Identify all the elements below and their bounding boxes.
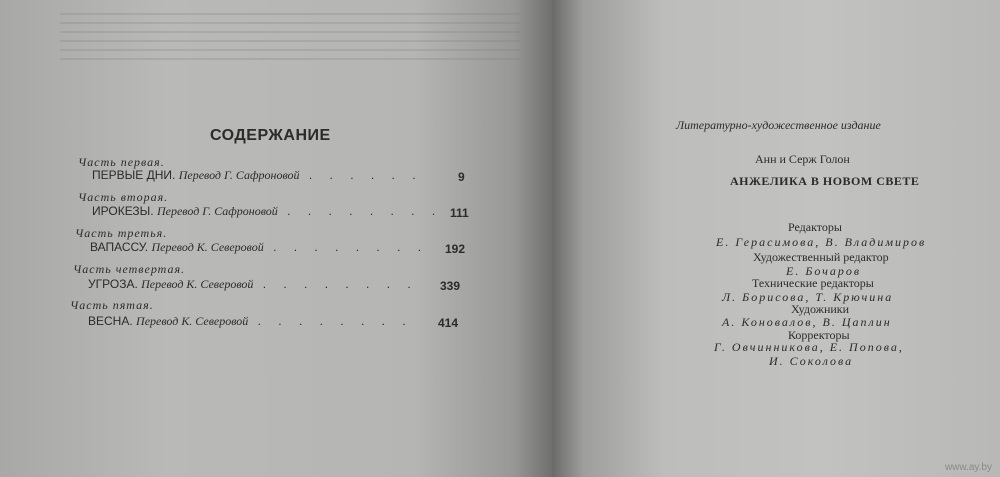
part-label: Часть первая. bbox=[78, 155, 165, 169]
correctors-names: Г. Овчинникова, Е. Попова, bbox=[714, 340, 904, 354]
entry-title: УГРОЗА. bbox=[88, 277, 138, 291]
art-editor-label: Художественный редактор bbox=[753, 250, 889, 264]
page-number: 9 bbox=[458, 170, 465, 184]
entry-translation: Перевод К. Северовой bbox=[141, 277, 254, 291]
toc-title: СОДЕРЖАНИЕ bbox=[210, 127, 331, 144]
tech-editors-names: Л. Борисова, Т. Крючина bbox=[722, 290, 894, 304]
leader-dots: . . . . . . . . bbox=[287, 204, 443, 218]
artists-label: Художники bbox=[791, 302, 850, 316]
page-number: 192 bbox=[445, 242, 466, 256]
part-label: Часть четвертая. bbox=[73, 262, 186, 276]
toc-entry bbox=[92, 168, 423, 183]
entry-title: ПЕРВЫЕ ДНИ. bbox=[92, 168, 176, 182]
part-label: Часть вторая. bbox=[78, 190, 169, 204]
page-number: 339 bbox=[440, 279, 461, 293]
entry-title: ВЕСНА. bbox=[88, 314, 133, 328]
toc-entry bbox=[88, 277, 418, 292]
entry-translation: Перевод Г. Сафроновой bbox=[156, 204, 278, 218]
artists-names: А. Коновалов, В. Цаплин bbox=[722, 315, 892, 329]
leader-dots: . . . . . . . . bbox=[262, 277, 418, 291]
show-through-text bbox=[60, 6, 520, 94]
entry-title: ВАПАССУ. bbox=[90, 240, 149, 254]
entry-title: ИРОКЕЗЫ. bbox=[92, 204, 154, 218]
editors-names: Е. Герасимова, В. Владимиров bbox=[716, 235, 927, 249]
toc-entry bbox=[92, 204, 442, 219]
entry-translation: Перевод Г. Сафроновой bbox=[178, 168, 300, 182]
authors: Анн и Серж Голон bbox=[755, 152, 850, 166]
part-label: Часть пятая. bbox=[70, 298, 154, 312]
edition-type: Литературно-художественное издание bbox=[676, 118, 881, 132]
editors-label: Редакторы bbox=[788, 220, 842, 234]
part-label: Часть третья. bbox=[75, 226, 168, 240]
entry-translation: Перевод К. Северовой bbox=[136, 314, 249, 328]
page-number: 111 bbox=[450, 206, 469, 220]
leader-dots: . . . . . . bbox=[308, 168, 423, 182]
art-editor-name: Е. Бочаров bbox=[786, 264, 862, 278]
watermark: www.ay.by bbox=[944, 462, 992, 473]
book-title: АНЖЕЛИКА В НОВОМ СВЕТЕ bbox=[730, 174, 920, 188]
entry-translation: Перевод К. Северовой bbox=[151, 240, 264, 254]
toc-entry bbox=[88, 314, 413, 329]
correctors-label: Корректоры bbox=[788, 328, 850, 342]
correctors-names-continued: И. Соколова bbox=[769, 354, 854, 368]
tech-editors-label: Технические редакторы bbox=[752, 276, 874, 290]
leader-dots: . . . . . . . . bbox=[257, 314, 413, 328]
toc-entry bbox=[90, 240, 428, 255]
page-number: 414 bbox=[438, 316, 459, 330]
leader-dots: . . . . . . . . bbox=[273, 240, 429, 254]
